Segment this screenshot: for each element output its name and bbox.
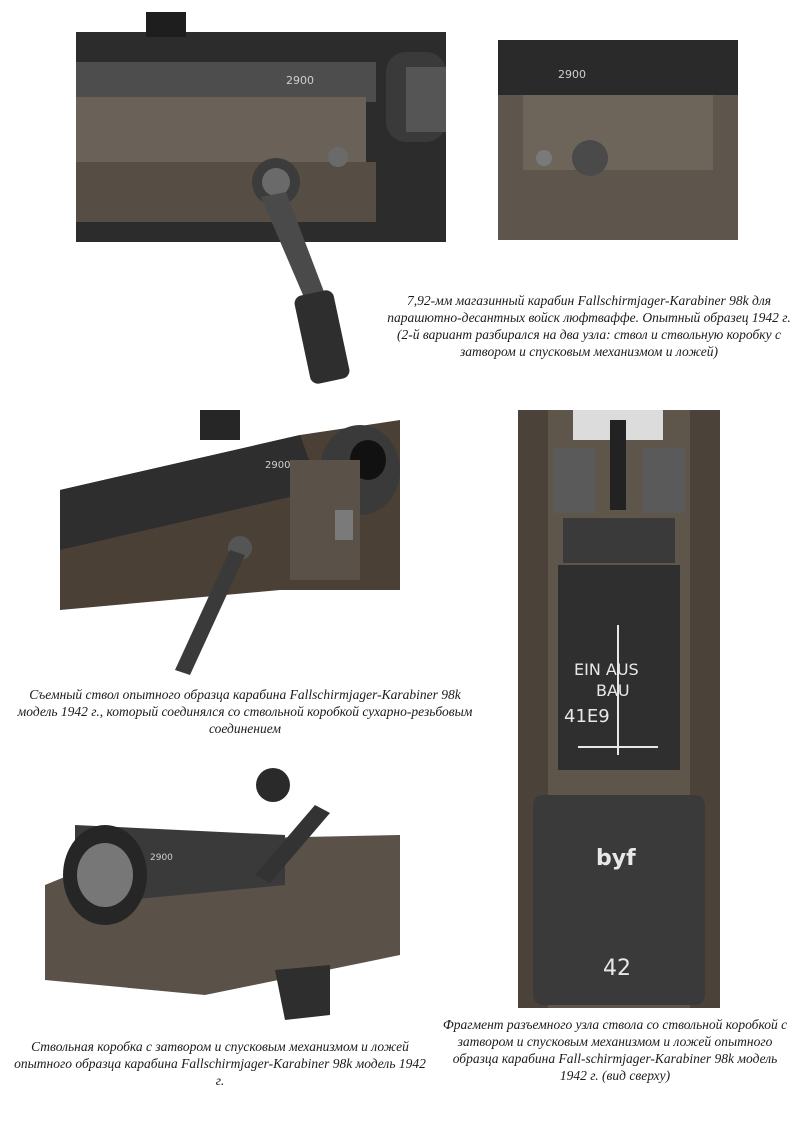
serial-marking-4: 2900 xyxy=(150,853,173,863)
ein-aus-marking: EIN AUS xyxy=(574,660,639,679)
photo-stock-end xyxy=(498,40,738,240)
photo-receiver-bolt xyxy=(45,765,400,1025)
serial-marking: 2900 xyxy=(286,74,314,87)
photo-removable-barrel xyxy=(60,410,400,680)
caption-bottom-left: Ствольная коробка с затвором и спусковым механизмом и ложей опытного образца карабина Fallschirmjager-Karabiner 98k модель 1942 г. xyxy=(14,1039,426,1088)
photo-top-view xyxy=(518,410,720,1008)
caption-middle-left: Съемный ствол опытного образца карабина Fallschirmjager-Karabiner 98k модель 1942 г., который соединялся со ствольной коробкой сухарно-резьбовым соединением xyxy=(17,687,473,736)
caption-top-right: 7,92-мм магазинный карабин Fallschirmjager-Karabiner 98k для парашютно-десантных войск люфтваффе. Опытный образец 1942 г. (2-й вариант разбирался на два узла: ствол и ствольную коробку с затвором и спусковым механизмом и ложей) xyxy=(387,293,791,359)
maker-code-marking: byf xyxy=(596,846,636,871)
bau-marking: BAU xyxy=(596,681,630,700)
caption-bottom-right: Фрагмент разъемного узла ствола со ствольной коробкой с затвором и спусковым механизмом и ложей опытного образца карабина Fall-schirmjager-Karabiner 98k модель 1942 г. (вид сверху) xyxy=(442,1017,788,1083)
year-marking: 42 xyxy=(603,956,631,981)
serial-marking-2: 2900 xyxy=(558,68,586,81)
code-marking: 41E9 xyxy=(564,706,610,727)
serial-marking-3: 2900 xyxy=(265,460,291,471)
